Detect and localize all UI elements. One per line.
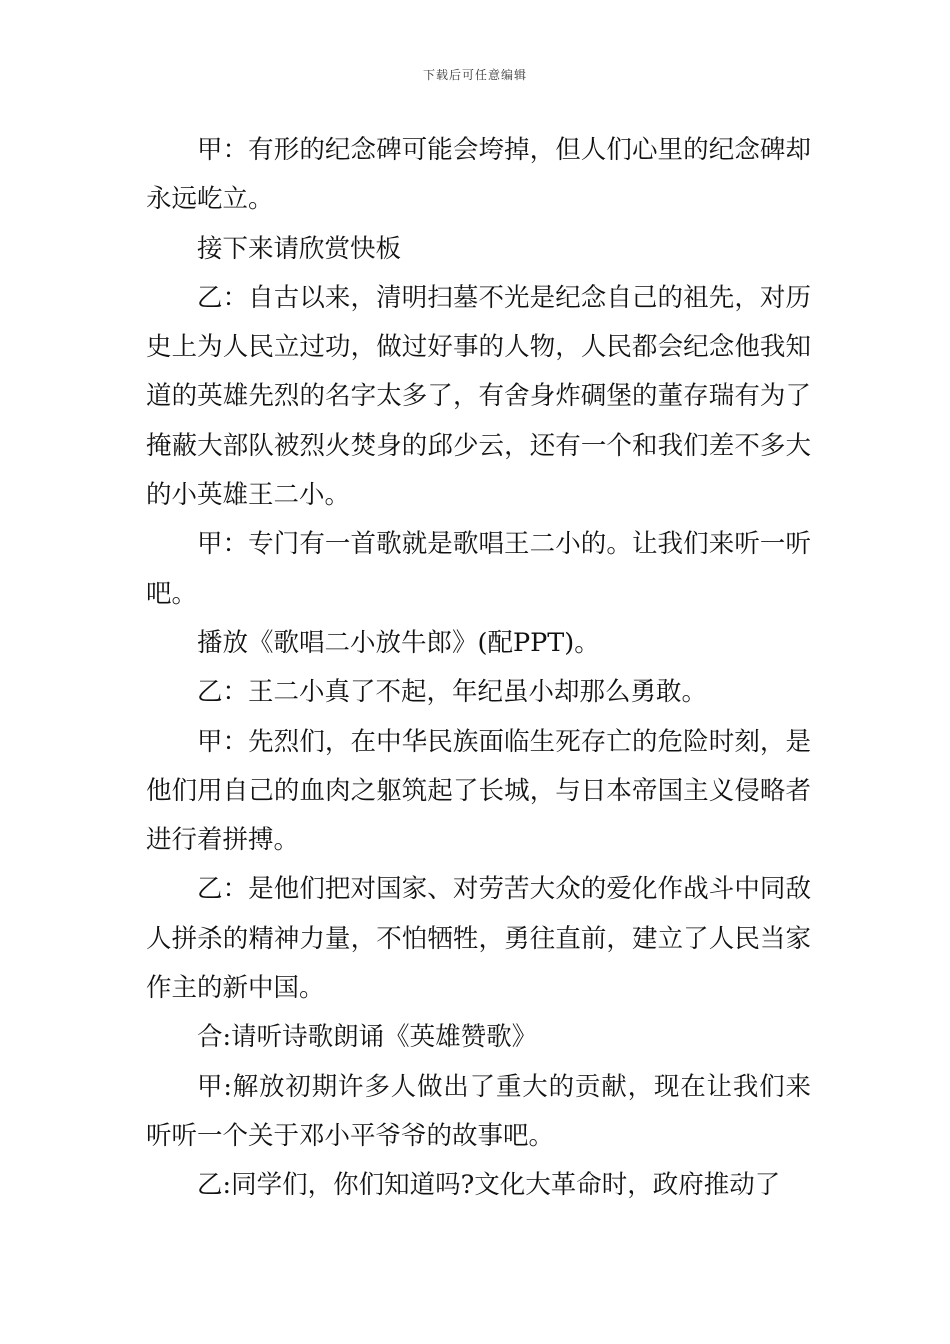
paragraph-8: 乙：是他们把对国家、对劳苦大众的爱化作战斗中同敌人拼杀的精神力量，不怕牺牲，勇往直前，建立了人民当家作主的新中国。 bbox=[146, 874, 811, 1004]
paragraph-1: 甲：有形的纪念碑可能会垮掉，但人们心里的纪念碑却永远屹立。 bbox=[146, 135, 811, 215]
paragraph-4: 甲：专门有一首歌就是歌唱王二小的。让我们来听一听吧。 bbox=[146, 529, 811, 609]
paragraph-5: 播放《歌唱二小放牛郎》(配PPT)。 bbox=[197, 627, 600, 658]
document-body bbox=[146, 126, 811, 1211]
paragraph-2: 接下来请欣赏快板 bbox=[197, 233, 402, 264]
paragraph-3: 乙：自古以来，清明扫墓不光是纪念自己的祖先，对历史上为人民立过功，做过好事的人物，人民都会纪念他我知道的英雄先烈的名字太多了，有舍身炸碉堡的董存瑞有为了掩蔽大部队被烈火焚身的邱少云，还有一个和我们差不多大的小英雄王二小。 bbox=[146, 282, 811, 511]
paragraph-11: 乙:同学们，你们知道吗?文化大革命时，政府推动了 bbox=[197, 1170, 781, 1201]
page-header: 下载后可任意编辑 bbox=[422, 68, 527, 82]
paragraph-10: 甲:解放初期许多人做出了重大的贡献，现在让我们来听听一个关于邓小平爷爷的故事吧。 bbox=[146, 1071, 811, 1151]
paragraph-9: 合:请听诗歌朗诵《英雄赞歌》 bbox=[197, 1022, 538, 1053]
paragraph-6: 乙：王二小真了不起，年纪虽小却那么勇敢。 bbox=[197, 677, 708, 708]
paragraph-7: 甲：先烈们，在中华民族面临生死存亡的危险时刻，是他们用自己的血肉之躯筑起了长城，与日本帝国主义侵略者进行着拼搏。 bbox=[146, 726, 811, 856]
